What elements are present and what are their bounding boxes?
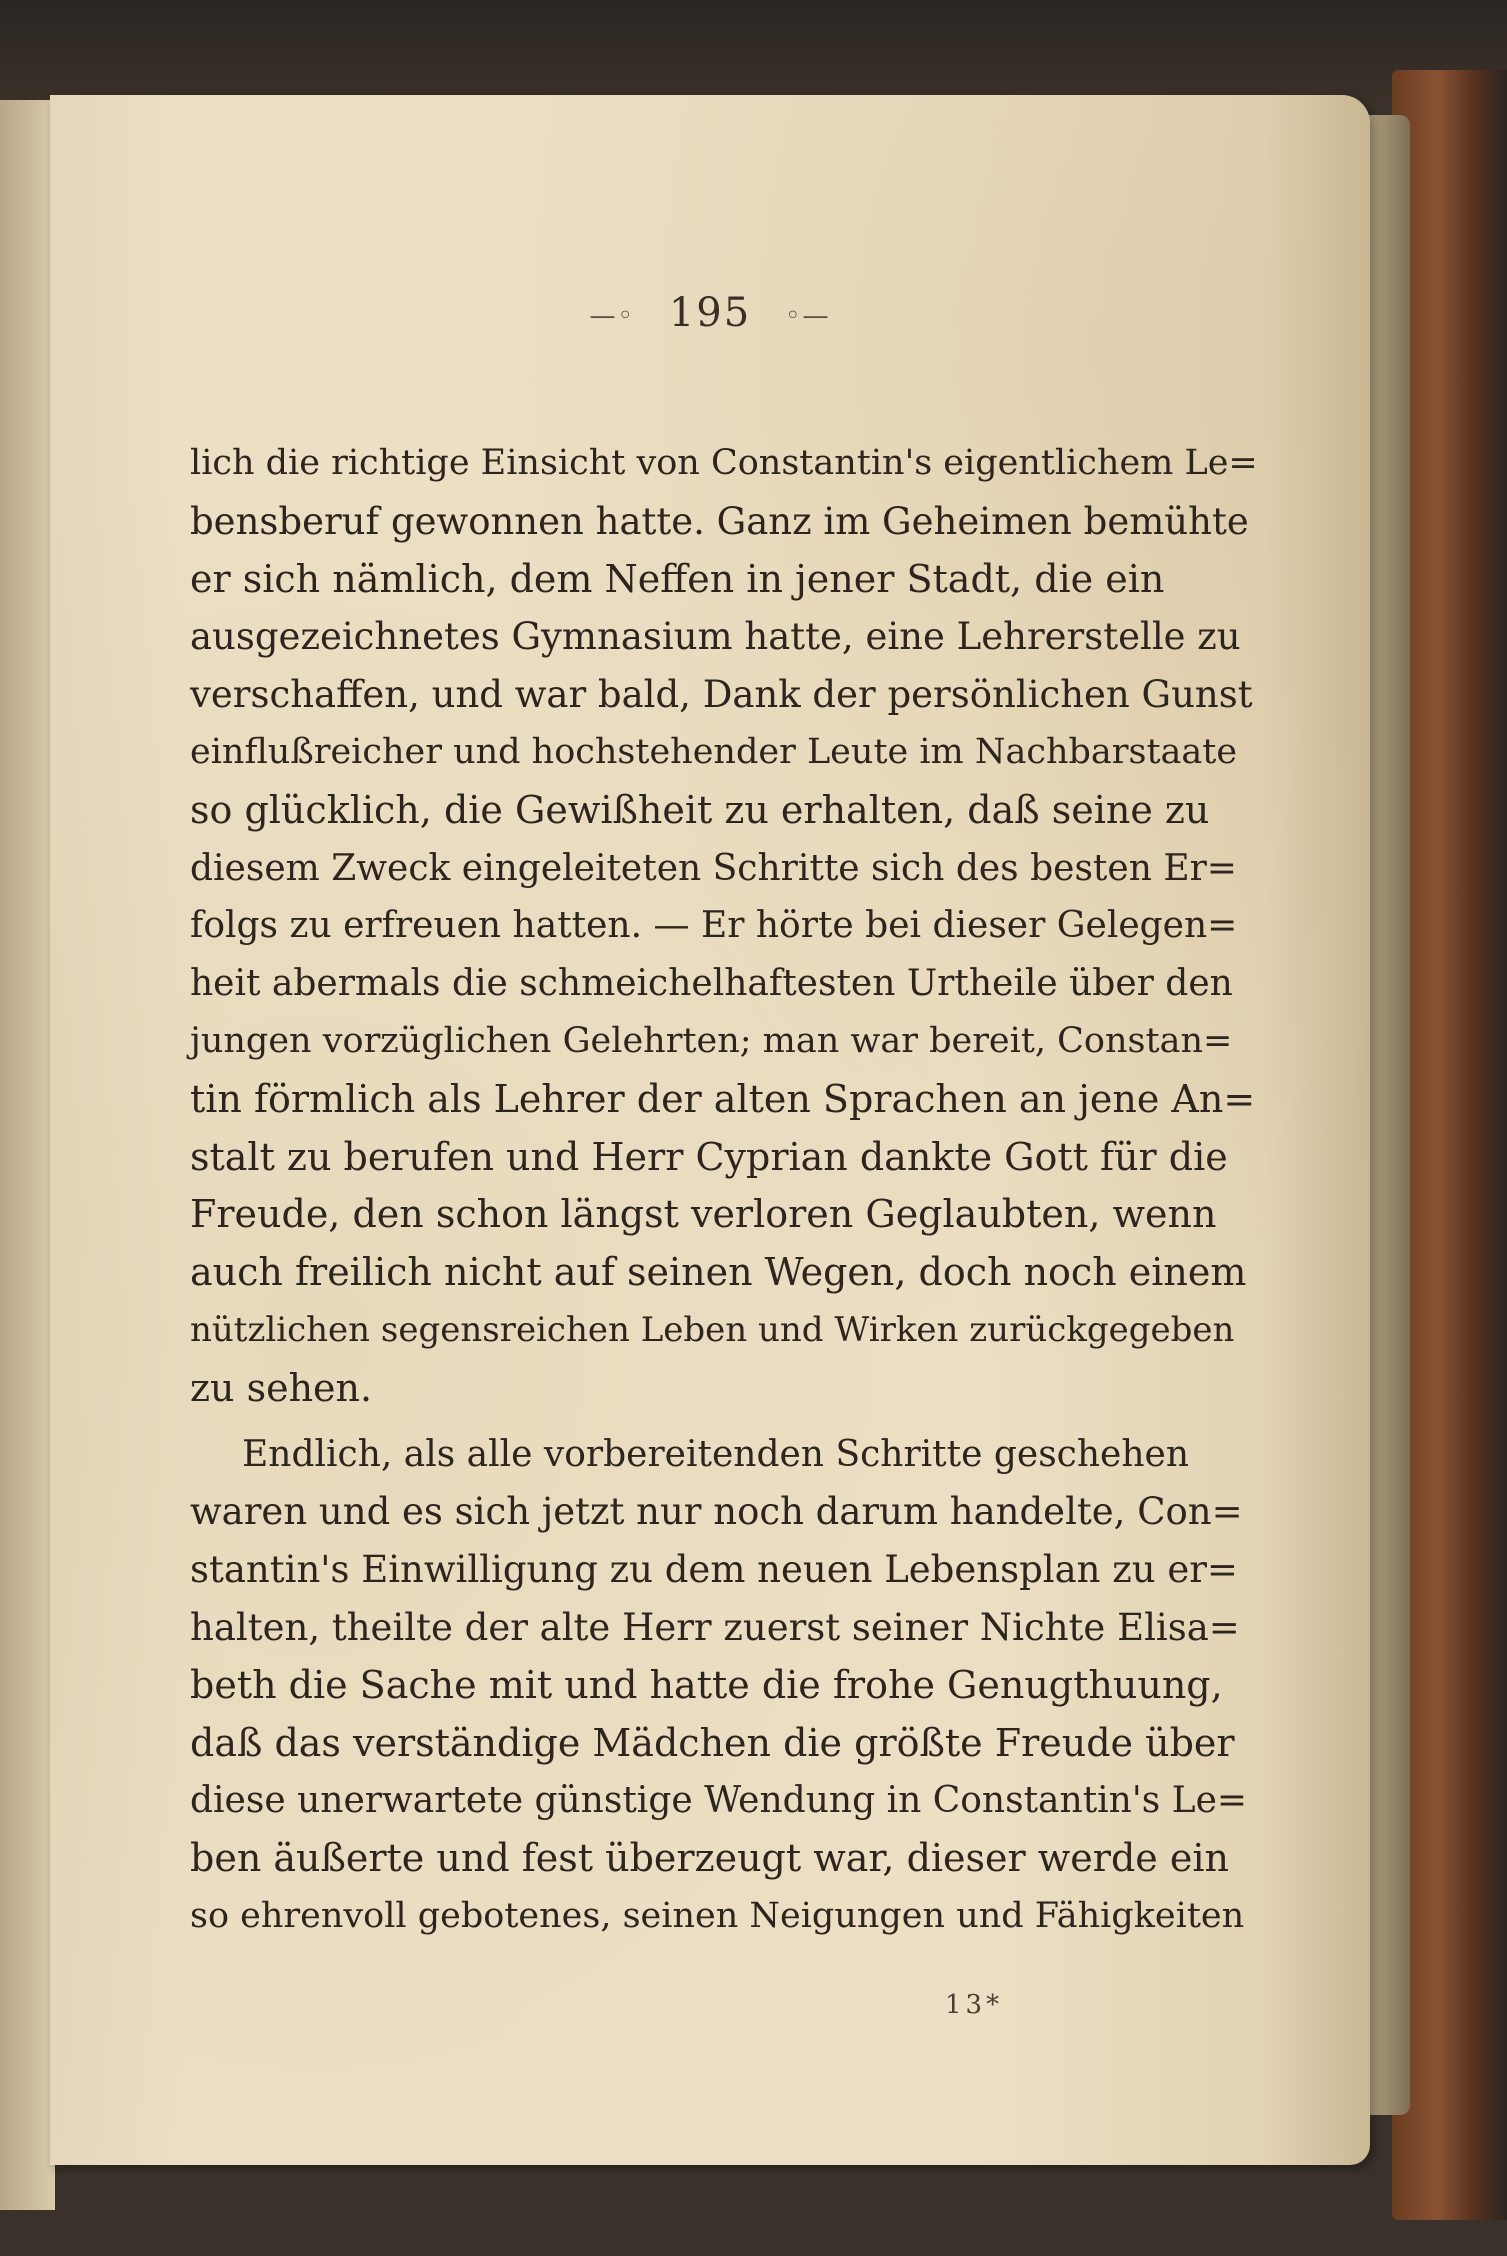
text-line: zu sehen.: [190, 1365, 373, 1410]
text-line: nützlichen segensreichen Leben und Wirken zurückgegeben: [190, 1309, 1235, 1350]
text-line: ben äußerte und fest überzeugt war, dieser werde ein: [190, 1836, 1229, 1881]
text-line: stalt zu berufen und Herr Cyprian dankte Gott für die: [190, 1134, 1228, 1179]
binding-shadow: [0, 0, 1507, 105]
text-line: einflußreicher und hochstehender Leute im Nachbarstaate: [190, 731, 1238, 772]
book-page: [50, 95, 1370, 2165]
text-line: folgs zu erfreuen hatten. — Er hörte bei dieser Gelegen=: [190, 905, 1238, 947]
page-text: [190, 435, 1258, 1946]
text-line: jungen vorzüglichen Gelehrten; man war bereit, Constan=: [190, 1020, 1233, 1061]
text-line: auch freilich nicht auf seinen Wegen, doch noch einem: [190, 1250, 1247, 1295]
text-line: halten, theilte der alte Herr zuerst seiner Nichte Elisa=: [190, 1605, 1240, 1649]
paragraph-1: [190, 435, 1258, 1418]
text-line: Endlich, als alle vorbereitenden Schritte geschehen: [242, 1433, 1190, 1475]
paragraph-2: [190, 1426, 1248, 1946]
page-header: [50, 290, 1370, 336]
text-line: bensberuf gewonnen hatte. Ganz im Geheimen bemühte: [190, 499, 1249, 543]
paragraph-gap: [190, 1418, 1200, 1426]
header-ornament-right: ◦—: [785, 301, 831, 331]
text-line: so glücklich, die Gewißheit zu erhalten, daß seine zu: [190, 787, 1210, 832]
header-ornament-left: —◦: [589, 301, 635, 331]
text-line: beth die Sache mit und hatte die frohe Genugthuung,: [190, 1662, 1223, 1707]
page-number: 195: [668, 290, 752, 336]
text-line: lich die richtige Einsicht von Constantin's eigentlichem Le=: [190, 443, 1258, 483]
text-line: diese unerwartete günstige Wendung in Constantin's Le=: [190, 1780, 1248, 1822]
signature-mark: 13*: [945, 1990, 1004, 2020]
text-line: verschaffen, und war bald, Dank der persönlichen Gunst: [190, 673, 1253, 717]
text-line: Freude, den schon längst verloren Geglaubten, wenn: [190, 1192, 1217, 1237]
previous-page-edge: [0, 100, 55, 2210]
text-line: tin förmlich als Lehrer der alten Sprachen an jene An=: [190, 1076, 1256, 1121]
text-line: diesem Zweck eingeleiteten Schritte sich des besten Er=: [190, 847, 1237, 889]
text-line: waren und es sich jetzt nur noch darum handelte, Con=: [190, 1490, 1243, 1534]
text-line: stantin's Einwilligung zu dem neuen Lebensplan zu er=: [190, 1548, 1238, 1592]
text-line: heit abermals die schmeichelhaftesten Urtheile über den: [190, 963, 1233, 1005]
text-line: er sich nämlich, dem Neffen in jener Stadt, die ein: [190, 556, 1165, 601]
text-line: so ehrenvoll gebotenes, seinen Neigungen und Fähigkeiten: [190, 1895, 1245, 1936]
text-line: daß das verständige Mädchen die größte Freude über: [190, 1720, 1235, 1765]
text-line: ausgezeichnetes Gymnasium hatte, eine Lehrerstelle zu: [190, 615, 1241, 659]
